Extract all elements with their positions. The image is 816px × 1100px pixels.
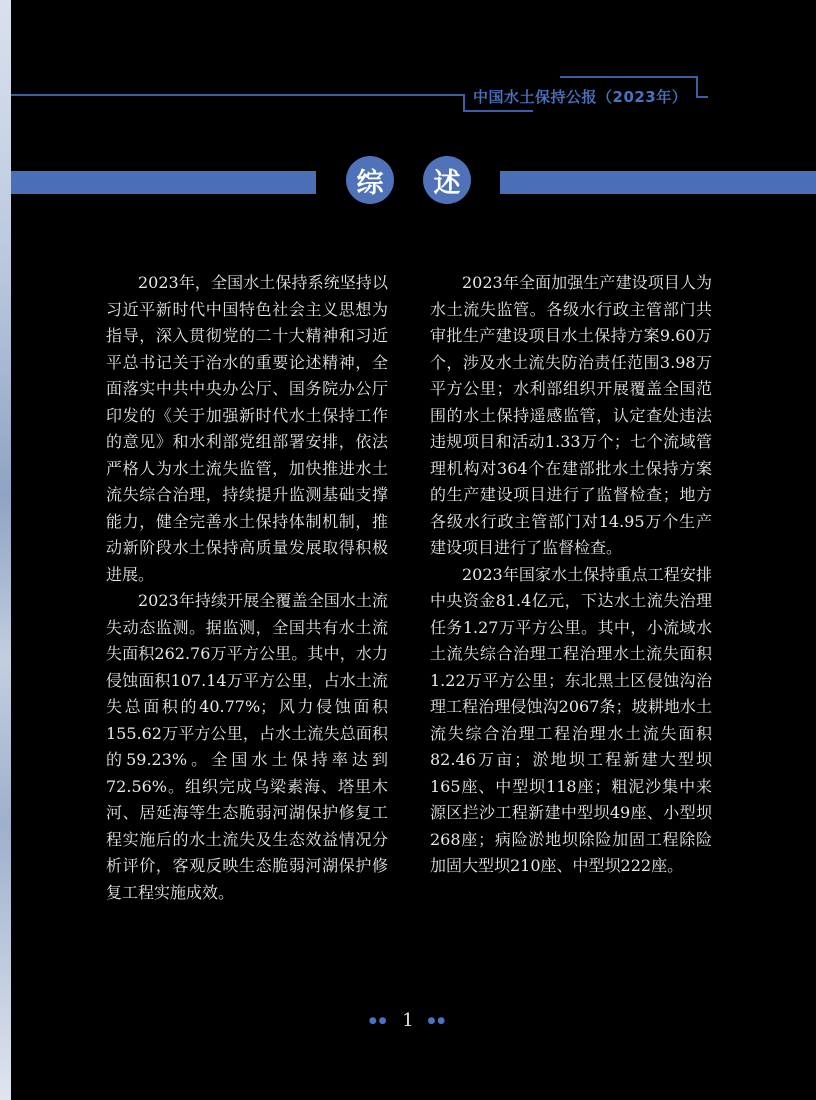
left-column (106, 270, 388, 906)
side-image-strip (0, 0, 11, 1100)
paragraph: 2023年全面加强生产建设项目人为水土流失监管。各级水行政主管部门共审批生产建设项目水土保持方案9.60万个，涉及水土流失防治责任范围3.98万平方公里；水利部组织开展覆盖全国范围的水土保持遥感监管，认定查处违法违规项目和活动1.33万个；七个流域管理机构对364个在建部批水土保持方案的生产建设项目进行了监督检查；地方各级水行政主管部门对14.95万个生产建设项目进行了监督检查。 (430, 273, 712, 557)
publication-title: 中国水土保持公报（2023年） (473, 88, 688, 106)
section-title-char-1: 综 (346, 156, 394, 204)
section-bar-left (11, 171, 316, 194)
right-column (430, 270, 712, 880)
paragraph: 2023年国家水土保持重点工程安排中央资金81.4亿元，下达水土流失治理任务1.27万平方公里。其中，小流域水土流失综合治理工程治理水土流失面积1.22万平方公里；东北黑土区侵蚀沟治理工程治理侵蚀沟2067条；坡耕地水土流失综合治理工程治理水土流失面积82.46万亩；淤地坝工程新建大型坝165座、中型坝118座；粗泥沙集中来源区拦沙工程新建中型坝49座、小型坝268座；病险淤地坝除险加固工程除险加固大型坝210座、中型坝222座。 (430, 564, 712, 875)
header-rule-bottom (463, 110, 533, 112)
header-rule (11, 94, 463, 96)
footer-dots-left: ●● (368, 1016, 389, 1026)
section-title-char-2: 述 (423, 156, 471, 204)
paragraph: 2023年持续开展全覆盖全国水土流失动态监测。据监测，全国共有水土流失面积262.76万平方公里。其中，水力侵蚀面积107.14万平方公里，占水土流失总面积的40.77%；风力侵蚀面积155.62万平方公里，占水土流失总面积的59.23%。全国水土保持率达到72.56%。组织完成乌梁素海、塔里木河、居延海等生态脆弱河湖保护修复工程实施后的水土流失及生态效益情况分析评价，客观反映生态脆弱河湖保护修复工程实施成效。 (106, 591, 388, 902)
header-rule-step (463, 94, 465, 110)
paragraph: 2023年，全国水土保持系统坚持以习近平新时代中国特色社会主义思想为指导，深入贯彻党的二十大精神和习近平总书记关于治水的重要论述精神，全面落实中共中央办公厅、国务院办公厅印发的《关于加强新时代水土保持工作的意见》和水利部党组部署安排，依法严格人为水土流失监管，加快推进水土流失综合治理，持续提升监测基础支撑能力，健全完善水土保持体制机制，推动新阶段水土保持高质量发展取得积极进展。 (106, 273, 388, 584)
header-rule-tail (696, 96, 708, 98)
header-rule-right (696, 76, 698, 98)
header-rule-top (560, 76, 698, 78)
footer-dots-right: ●● (427, 1016, 448, 1026)
page-footer (0, 1010, 816, 1031)
page-number: 1 (402, 1010, 414, 1031)
section-bar-right (500, 171, 816, 194)
